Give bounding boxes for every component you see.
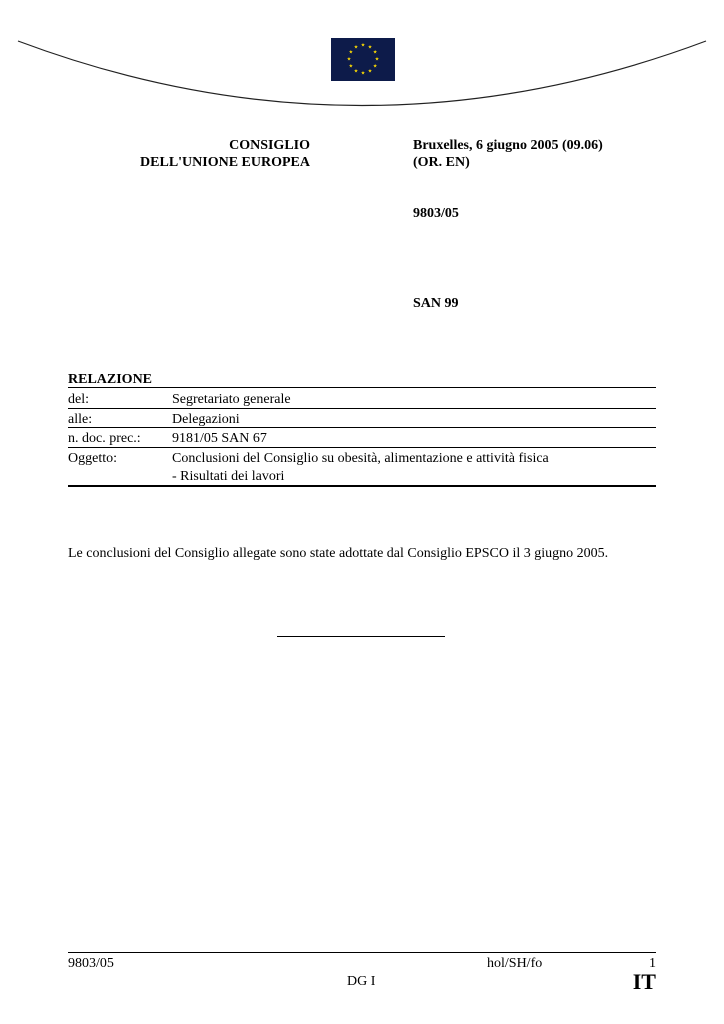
institution-line1: CONSIGLIO <box>229 138 310 153</box>
footer-directorate: DG I <box>347 974 376 989</box>
from-value: Segretariato generale <box>172 392 291 407</box>
end-separator <box>277 636 445 637</box>
prev-doc-value: 9181/05 SAN 67 <box>172 431 267 446</box>
flag-star-icon: ★ <box>360 42 366 49</box>
original-language: (OR. EN) <box>413 155 470 170</box>
footer-doc-number: 9803/05 <box>68 956 114 971</box>
prev-doc-label: n. doc. prec.: <box>68 431 141 446</box>
flag-star-icon: ★ <box>348 49 354 56</box>
flag-star-icon: ★ <box>372 49 378 56</box>
subject-code: SAN 99 <box>413 296 459 311</box>
flag-star-icon: ★ <box>372 63 378 70</box>
flag-star-icon: ★ <box>367 44 373 51</box>
place-date-block <box>413 137 603 171</box>
document-number: 9803/05 <box>413 206 459 221</box>
footer-initials: hol/SH/fo <box>487 956 543 971</box>
eu-flag-icon <box>331 38 395 81</box>
footer-language-code: IT <box>632 969 656 994</box>
report-rule-top <box>68 387 656 388</box>
flag-star-icon: ★ <box>360 70 366 77</box>
footer-rule <box>68 952 656 953</box>
report-rule-bottom <box>68 485 656 487</box>
subject-value: Conclusioni del Consiglio su obesità, alimentazione e attività fisica <box>172 451 549 466</box>
report-rule <box>68 447 656 448</box>
report-title: RELAZIONE <box>68 372 153 387</box>
issuing-institution <box>100 137 310 171</box>
flag-star-icon: ★ <box>353 44 359 51</box>
place-date: Bruxelles, 6 giugno 2005 (09.06) <box>413 138 603 153</box>
body-paragraph: Le conclusioni del Consiglio allegate sono state adottate dal Consiglio EPSCO il 3 giugno 2005. <box>68 546 609 561</box>
footer-page-number: 1 <box>649 956 656 971</box>
institution-line2: DELL'UNIONE EUROPEA <box>140 155 310 170</box>
subject-value-line2: - Risultati dei lavori <box>172 469 285 484</box>
flag-star-icon: ★ <box>353 68 359 75</box>
flag-star-icon: ★ <box>367 68 373 75</box>
flag-star-icon: ★ <box>374 56 380 63</box>
subject-label: Oggetto: <box>68 451 117 466</box>
to-label: alle: <box>68 412 93 427</box>
flag-star-icon: ★ <box>348 63 354 70</box>
to-value: Delegazioni <box>172 412 240 427</box>
report-rule <box>68 427 656 428</box>
from-label: del: <box>68 392 89 407</box>
flag-star-icon: ★ <box>346 56 352 63</box>
report-rule <box>68 408 656 409</box>
